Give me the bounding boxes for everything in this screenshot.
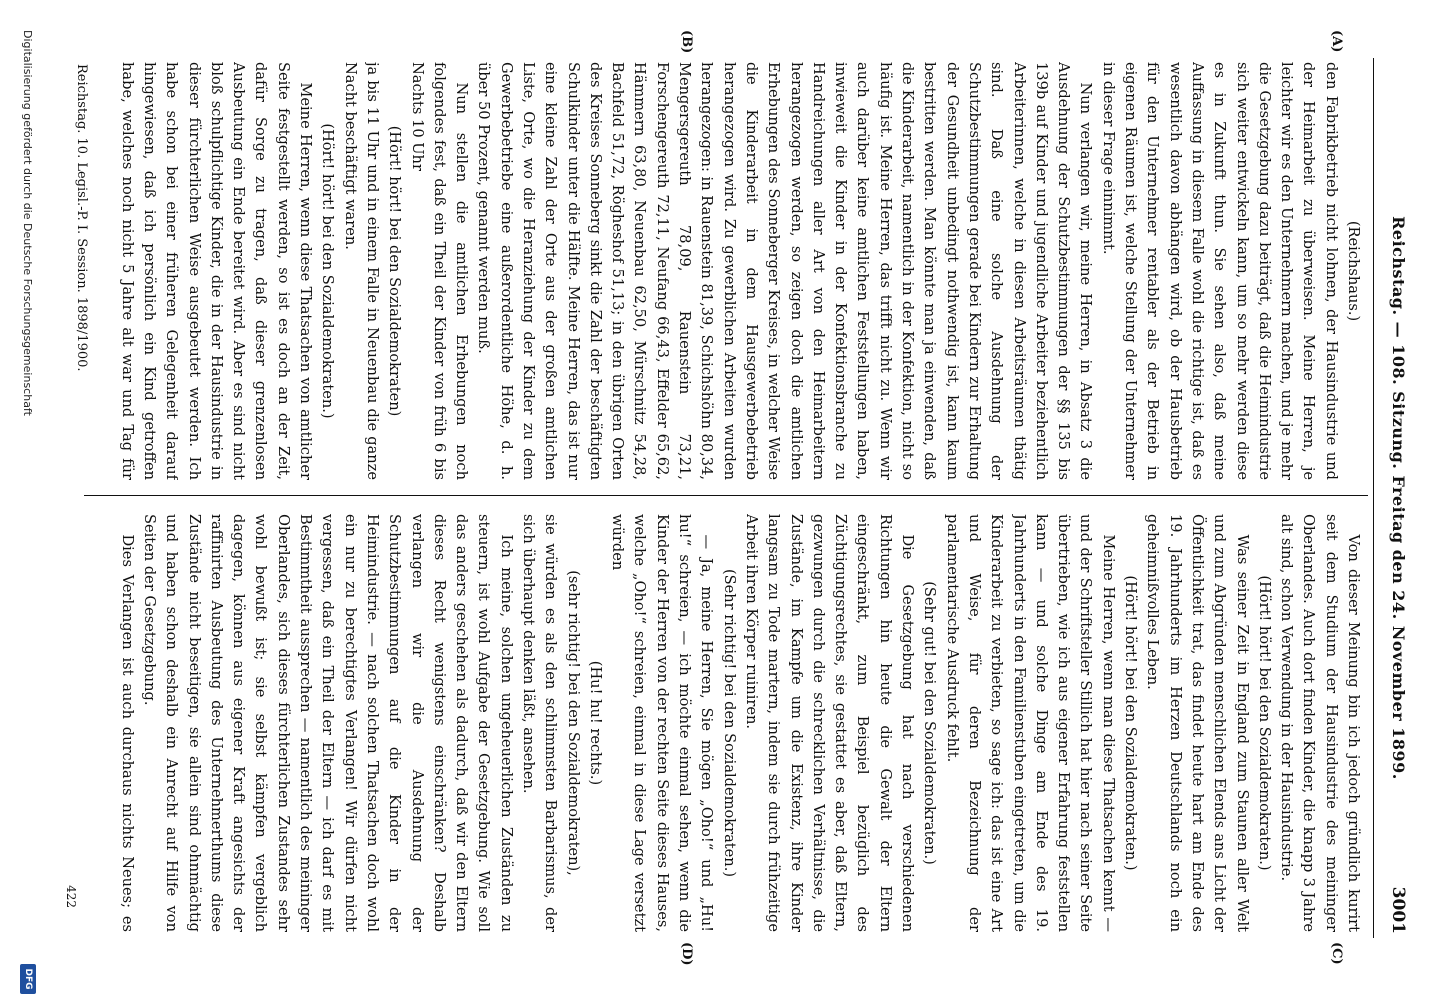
dfg-logo-icon: DFG — [20, 964, 36, 994]
quotation: Was seiner Zeit in England zum Staunen aller Welt und zum Abgründen menschlichen Elends ans Licht der Öffentlichkeit trat, das findet heute hart am Ende des 19. Jahrhunderts im Herzen Deutschlands noch ein geheimnißvolles Leben. — [1144, 514, 1251, 932]
paragraph: Nun verlangen wir, meine Herren, in Absatz 3 die Ausdehnung der Schutzbestimmungen der §§ 135 bis 139b auf Kinder und jugendliche Arbeiter beziehentlich Arbeiterinnen, welche in diesen Arbeitsräumen thätig sind. Daß eine solche Ausdehnung der Schutzbestimmungen gerade bei Kindern zur Erhaltung der Gesundheit unbedingt nothwendig ist, kann kaum bestritten werden. Man könnte man ja einwenden, daß die Kinderarbeit, namentlich in der Konfektion, nicht so häufig ist. Meine Herren, das trifft nicht zu. Wenn wir auch darüber keine amtlichen Feststellungen haben, inwieweit die Kinder in der Konfektionsbranche zu Handreichungen aller Art von den Heimarbeitern herangezogen werden, so zeigen doch die amtlichen Erhebungen des Sonneberger Kreises, in welcher Weise die Kinderarbeit in dem Hausgewerbebetrieb herangezogen wird. Zu gewerblichen Arbeiten wurden herangezogen: in Rauenstein 81,39, Schichshöhn 80,34, Mengersgereuth 78,09, Rauenstein 73,21, Forschengereuth 72,11, Neufang 66,43, Effelder 65,62, Hämmern 63,80, Neuenbau 62,50, Mürschnitz 54,28, Bachfeld 51,72, Rögheshof 51,13; in den übrigen Orten des Kreises Sonneberg sinkt die Zahl der beschäftigten Schulkinder unter die Hälfte. Meine Herren, das ist nur eine kleine Zahl der Orte aus der großen amtlichen Liste, Orte, wo die Heranziehung der Kinder zu dem Gewerbebetriebe eine außerordentliche Höhe, d. h. über 50 Prozent, genannt werden muß. — [475, 62, 1095, 480]
header-title: Reichstag. — 108. Sitzung. Freitag den 24. November 1899. — [1389, 216, 1408, 780]
paragraph: Ich meine, solchen ungeheuerlichen Zuständen zu steuern, ist wohl Aufgabe der Gesetzgebung. Wie soll das anders geschehen als dadurch, daß wir den Eltern dieses Recht wenigstens einschränken? Deshalb verlangen wir die Ausdehnung der Schutzbestimmungen auf die Kinder in der Heimindustrie. — nach solchen Thatsachen doch wohl ein nur zu berechtigtes Verlangen! Wir dürfen nicht vergessen, daß ein Theil der Eltern — ich darf es mit Bestimmtheit aussprechen — namentlich des meininger Oberlandes, sich dieses fürchterlichen Zustandes sehr wohl bewußt ist; sie selbst kämpfen vergeblich dagegen, können aus eigener Kraft angesichts der raffinirten Ausbeutung des Unternehmerthums diese Zustände nicht beseitigen, sie allein sind ohnmächtig und haben schon deshalb ein Anrecht auf Hilfe von Seiten der Gesetzgebung. — [140, 514, 515, 932]
scan-credit-bar — [14, 0, 38, 1000]
running-header — [1378, 58, 1414, 938]
paragraph: Meine Herren, wenn diese Thatsachen von amtlicher Seite festgestellt werden, so ist es doch an der Zeit, dafür Sorge zu tragen, daß dieser grenzenlosen Ausbeutung ein Ende bereitet wird. Aber es sind nicht bloß schulpflichtige Kinder, die in der Hausindustrie in dieser fürchterlichen Weise ausgebeutet werden. Ich habe schon bei einer früheren Gelegenheit darauf hingewiesen, daß ich persönlich ein Kind getroffen habe, welches noch nicht 5 Jahre alt war und Tag für — [118, 62, 315, 480]
paragraph: Dies Verlangen ist auch durchaus nichts Neues; es — [118, 534, 136, 932]
paragraph: sie würden es als den schlimmsten Barbarismus, der sich überhaupt denken läßt, ansehen. — [520, 514, 560, 932]
footer-session: Reichstag. 10. Legisl.-P. I. Session. 1898/1900. — [74, 64, 89, 372]
paragraph: Die Gesetzgebung hat nach verschiedenen Richtungen hin heute die Gewalt der Eltern eingeschränkt, zum Beispiel bezüglich des Züchtigungsrechtes, sie gestattet es aber, daß Eltern, gezwungen durch die schrecklichen Verhältnisse, die Zustände, im Kampfe um die Existenz, ihre Kinder langsam zu Tode martern, indem sie durch frühzeitige Arbeit ihren Körper ruiniren. — [742, 514, 917, 932]
speaker-tag: (Reichshaus.) — [1345, 220, 1362, 322]
interjection: (Hört! hört! bei den Sozialdemokraten) — [386, 125, 404, 417]
interjection: (Sehr gut! bei den Sozialdemokraten.) — [921, 581, 939, 865]
footer-page-number: 422 — [64, 885, 78, 908]
document-page — [44, 30, 1414, 966]
margin-marker-a: (A) — [1329, 30, 1344, 53]
paragraph: den Fabrikbetrieb nicht lohnen, der Hausindustrie und der Heimarbeit zu überweisen. Meine Herren, je leichter wir es den Unternehmern machen, und je mehr die Gesetzgebung dazu beiträgt, daß die Heimindustrie sich weiter entwickeln kann, um so mehr werden diese es in Zukunft thun. Sie sehen also, daß meine Auffassung in diesem Falle wohl die richtige ist, daß es wesentlich davon abhängen wird, ob der Hausbetrieb für den Unternehmer rentabler als der Betrieb in eigenen Räumen ist, welche Stellung der Unternehmer in dieser Frage einnimmt. — [1099, 62, 1340, 480]
page-number: 3001 — [1388, 886, 1408, 934]
margin-marker-b: (B) — [679, 30, 694, 54]
margin-marker-d: (D) — [679, 942, 694, 966]
paragraph: — Ja, meine Herren, Sie mögen „Oho!“ und „Hu! hu!“ schreien, — ich möchte einmal sehen, wenn die Kinder der Herren von der rechten Seite dieses Hauses, welche „Oho!“ schreien, einmal in diese Lage versetzt würden — [609, 514, 716, 932]
interjection: (Hört! hört! bei den Sozialdemokraten.) — [1122, 575, 1140, 871]
margin-marker-c: (C) — [1329, 942, 1344, 965]
right-column — [114, 514, 1364, 932]
paragraph: ja bis 11 Uhr und in einem Falle in Neuenbau die ganze Nacht beschäftigt waren. — [341, 62, 381, 480]
paragraph: Nun stellen die amtlichen Erhebungen noch folgendes fest, daß ein Theil der Kinder von früh 6 bis Nachts 10 Uhr — [408, 62, 471, 480]
interjection: (sehr richtig! bei den Sozialdemokraten), — [564, 570, 582, 876]
interjection: (Sehr richtig! bei den Sozialdemokraten.) — [720, 568, 738, 878]
column-divider — [84, 495, 1368, 496]
scan-credit-text: Digitalisierung gefördert durch die Deutsche Forschungsgemeinschaft — [21, 30, 34, 416]
interjection: (Hu! hu! rechts.) — [586, 660, 604, 786]
header-rule — [1373, 58, 1374, 938]
interjection: (Hört! hört! bei den Sozialdemokraten.) — [319, 123, 337, 419]
left-column — [114, 62, 1364, 480]
paragraph: Meine Herren, wenn man diese Thatsachen kennt — und der Schriftsteller Stillich hat hier nach seiner Seite übertrieben, wie ich aus eigener Erfahrung feststellen kann — und solche Dinge am Ende des 19. Jahrhunderts in den Familienstuben eingetreten, um die Kinderarbeit zu verbieten, so sage ich: das ist eine Art und Weise, für deren Bezeichnung der parlamentarische Ausdruck fehlt. — [943, 514, 1117, 932]
quotation: Von dieser Meinung bin ich jedoch gründlich kurirt seit dem Studium der Hausindustrie des meininger Oberlandes. Auch dort finden Kinder, die knapp 3 Jahre alt sind, schon Verwendung in der Hausindustrie. — [1278, 514, 1362, 932]
interjection: (Hört! hört! bei den Sozialdemokraten.) — [1255, 575, 1273, 871]
